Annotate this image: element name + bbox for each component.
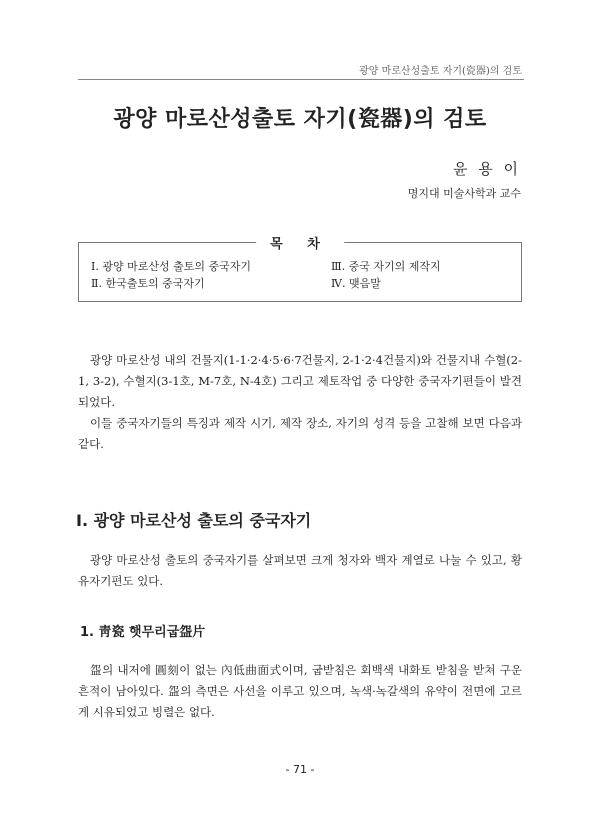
- toc-item: Ⅱ. 한국출토의 중국자기: [91, 277, 205, 290]
- subsection-heading: 1. 靑瓷 햇무리굽盌片: [80, 625, 206, 640]
- running-head: 광양 마로산성출토 자기(瓷器)의 검토: [359, 66, 522, 77]
- author-name: 윤 용 이: [452, 160, 521, 178]
- intro-text: [78, 350, 522, 455]
- toc-heading: 목 차: [256, 233, 344, 252]
- toc-item: Ⅰ. 광양 마로산성 출토의 중국자기: [91, 260, 251, 273]
- intro-paragraph: 이들 중국자기들의 특징과 제작 시기, 제작 장소, 자기의 성격 등을 고찰해 보면 다음과 같다.: [78, 416, 522, 451]
- author-affiliation: 명지대 미술사학과 교수: [407, 187, 521, 200]
- header-rule: [78, 79, 524, 80]
- toc-item: Ⅲ. 중국 자기의 제작지: [331, 260, 441, 273]
- section-text: [78, 550, 522, 592]
- page-title: 광양 마로산성출토 자기(瓷器)의 검토: [113, 107, 487, 132]
- subsection-paragraph: 盌의 내저에 圓刻이 없는 內低曲面式이며, 굽받침은 회백색 내화토 받침을 받쳐 구운 흔적이 남아있다. 盌의 측면은 사선을 이루고 있으며, 녹색·녹갈색의 유약이 전면에 고르게 시유되었고 빙렬은 없다.: [78, 663, 522, 719]
- toc-item: Ⅳ. 맺음말: [331, 277, 381, 290]
- section-paragraph: 광양 마로산성 출토의 중국자기를 살펴보면 크게 청자와 백자 계열로 나눌 수 있고, 황유자기편도 있다.: [78, 553, 522, 588]
- page-number: - 71 -: [285, 763, 315, 776]
- intro-paragraph: 광양 마로산성 내의 건물지(1-1·2·4·5·6·7건물지, 2-1·2·4건물지)와 건물지내 수혈(2-1, 3-2), 수혈지(3-1호, M-7호, N-4호) 그리고 제토작업 중 다양한 중국자기편들이 발견되었다.: [78, 353, 522, 409]
- section-heading: Ⅰ. 광양 마로산성 출토의 중국자기: [76, 511, 312, 530]
- table-of-contents: [78, 237, 522, 302]
- subsection-text: [78, 660, 522, 723]
